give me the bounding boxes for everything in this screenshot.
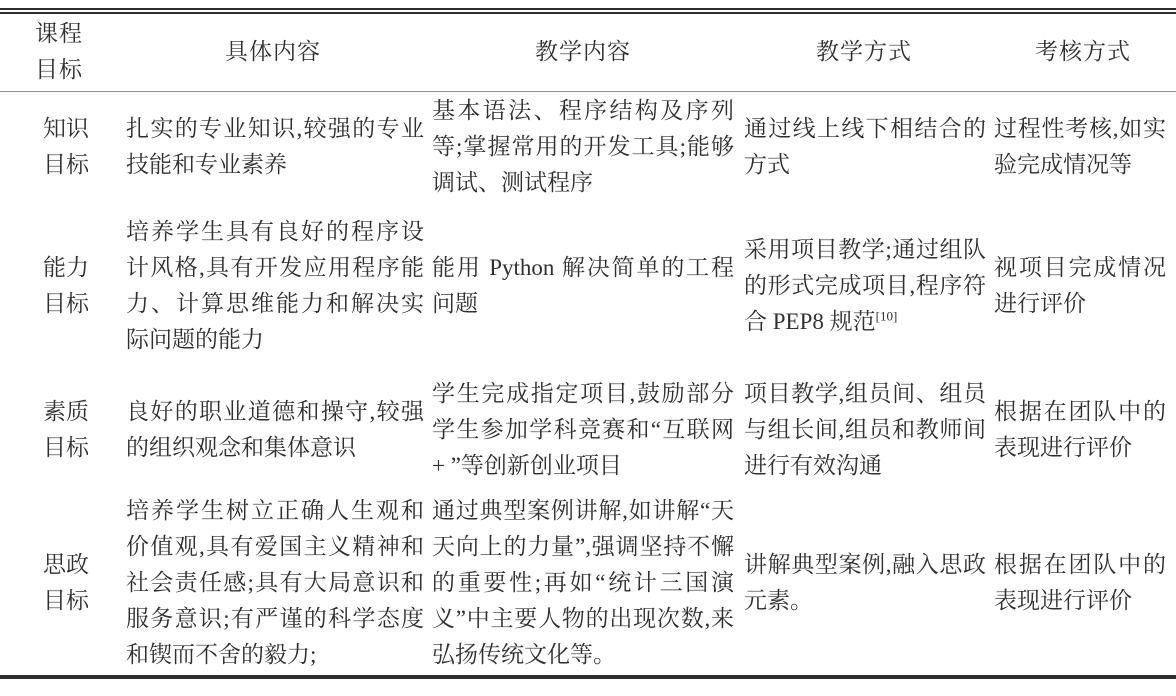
teaching-method-text: 通过线上线下相结合的方式 [744,116,986,178]
header-course-objective [0,11,118,91]
assessment-cell: 根据在团队中的表现进行评价 [994,399,1166,460]
header-teaching-content: 教学内容 [535,39,631,65]
goal-cell [0,369,118,491]
goal-label-line1: 素质 [43,399,89,424]
header-specific-content: 具体内容 [225,39,321,65]
table-body [0,91,1176,677]
course-objectives-table [0,8,1176,679]
teaching-method-cell [738,491,990,677]
goal-label-line2: 目标 [43,435,89,460]
teaching-content-cell: 通过典型案例讲解,如讲解“天天向上的力量”,强调坚持不懈的重要性;再如“统计三国演义”中主要人物的出现次数,来弘扬传统文化等。 [432,498,734,667]
specific-content-cell: 扎实的专业知识,较强的专业技能和专业素养 [126,116,424,178]
goal-cell [0,91,118,203]
goal-label-line1: 能力 [43,255,89,280]
teaching-content-cell: 能用 Python 解决简单的工程问题 [432,255,734,316]
teaching-content-cell: 学生完成指定项目,鼓励部分学生参加学科竞赛和“互联网 + ”等创新创业项目 [432,381,734,478]
table-row-ability [0,203,1176,369]
citation-superscript: [10] [875,308,898,324]
header-course-objective-line2: 目标 [35,57,83,83]
teaching-method-cell [738,91,990,203]
teaching-method-text: 讲解典型案例,融入思政元素。 [744,552,986,613]
goal-label-line1: 思政 [43,552,89,577]
teaching-content-cell: 基本语法、程序结构及序列等;掌握常用的开发工具;能够调试、测试程序 [432,98,734,196]
table-header [0,11,1176,91]
header-assessment-method: 考核方式 [1035,39,1131,65]
table-row-quality [0,369,1176,491]
header-teaching-method: 教学方式 [816,39,912,65]
header-course-objective-line1: 课程 [35,21,83,47]
goal-label-line2: 目标 [43,152,89,178]
assessment-cell: 视项目完成情况进行评价 [994,255,1166,316]
teaching-method-cell [738,369,990,491]
specific-content-cell: 培养学生具有良好的程序设计风格,具有开发应用程序能力、计算思维能力和解决实际问题的能力 [126,219,424,352]
goal-label-line2: 目标 [43,291,89,316]
goal-label-line1: 知识 [43,116,89,142]
goal-cell [0,203,118,369]
goal-label-line2: 目标 [43,588,89,613]
goal-cell [0,491,118,677]
assessment-cell: 根据在团队中的表现进行评价 [994,552,1166,613]
teaching-method-text: 项目教学,组员间、组员与组长间,组员和教师间进行有效沟通 [744,381,986,478]
assessment-cell: 过程性考核,如实验完成情况等 [994,116,1166,178]
teaching-method-cell [738,203,990,369]
specific-content-cell: 培养学生树立正确人生观和价值观,具有爱国主义精神和社会责任感;具有大局意识和服务意识;有严谨的科学态度和锲而不舍的毅力; [126,498,424,667]
teaching-method-text: 采用项目教学;通过组队的形式完成项目,程序符合 PEP8 规范 [744,237,986,334]
table-row-knowledge [0,91,1176,203]
specific-content-cell: 良好的职业道德和操守,较强的组织观念和集体意识 [126,399,424,460]
header-row [0,11,1176,91]
table-row-ideology [0,491,1176,677]
